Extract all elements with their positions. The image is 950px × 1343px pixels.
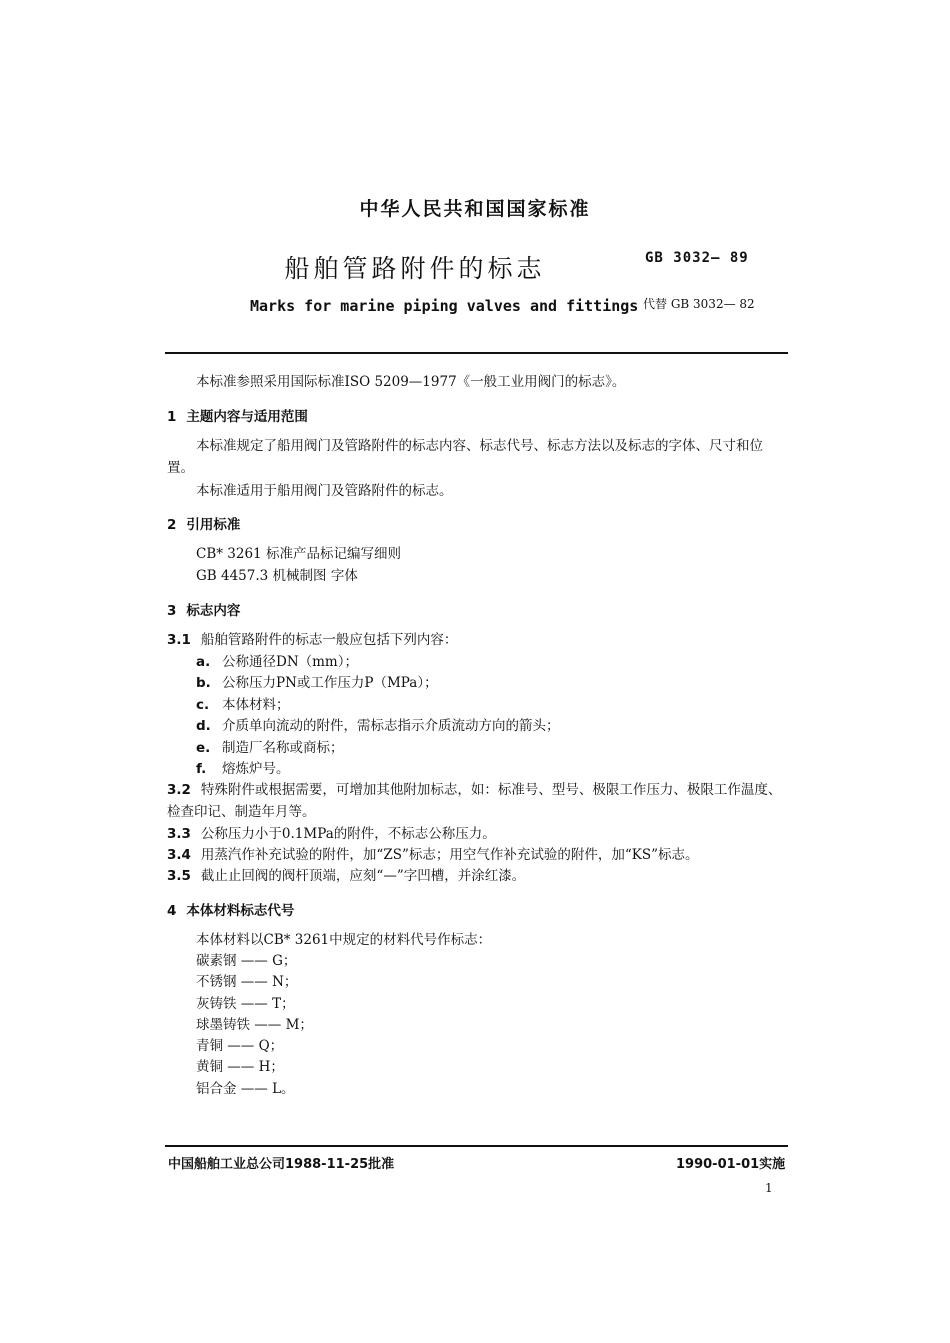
clause-text: 截止止回阀的阀杆顶端，应刻“—”字凹槽，并涂红漆。 — [200, 868, 526, 884]
clause-number: 3.5 — [167, 868, 191, 884]
clause-number: 3.3 — [167, 826, 191, 842]
list-item — [196, 673, 438, 695]
list-item-label: c. — [196, 697, 210, 713]
clause-text: 用蒸汽作补充试验的附件，加“ZS”标志；用空气作补充试验的附件，加“KS”标志。 — [200, 847, 699, 863]
section-3-heading — [167, 599, 240, 619]
page-number: 1 — [765, 1181, 773, 1195]
list-item-label: e. — [196, 740, 211, 756]
list-item — [196, 716, 560, 738]
section-2-heading — [167, 513, 240, 533]
replaces-standard: 代替 GB 3032— 82 — [643, 297, 755, 311]
list-item-label: f. — [196, 761, 207, 777]
list-item — [196, 738, 344, 760]
list-item — [196, 695, 290, 717]
section-title: 引用标准 — [186, 517, 241, 533]
section-title: 本体材料标志代号 — [186, 903, 295, 919]
clause-text: 船舶管路附件的标志一般应包括下列内容： — [200, 632, 458, 648]
section-1-paragraph-1: 本标准规定了船用阀门及管路附件的标志内容、标志代号、标志方法以及标志的字体、尺寸和位置。 — [167, 438, 763, 476]
list-item-text: 制造厂名称或商标； — [222, 740, 344, 756]
standard-number: GB 3032— 89 — [645, 250, 749, 266]
section-title: 标志内容 — [186, 603, 241, 619]
list-item-text: 介质单向流动的附件，需标志指示介质流动方向的箭头； — [222, 718, 560, 734]
list-item — [196, 652, 358, 674]
section-4-heading — [167, 899, 294, 919]
material-code: 灰铸铁 —— T； — [196, 996, 295, 1012]
material-code: 黄铜 —— H； — [196, 1059, 284, 1075]
title-chinese: 船舶管路附件的标志 — [284, 254, 546, 283]
section-1-paragraph-2: 本标准适用于船用阀门及管路附件的标志。 — [196, 483, 453, 499]
effective-date: 1990-01-01实施 — [676, 1157, 786, 1172]
list-item-label: b. — [196, 675, 211, 691]
clause-number: 3.4 — [167, 847, 191, 863]
material-code: 碳素钢 —— G； — [196, 953, 297, 969]
list-item — [196, 759, 290, 781]
section-number: 1 — [167, 409, 177, 425]
clause-3-2 — [167, 780, 789, 823]
approval-note: 中国船舶工业总公司1988-11-25批准 — [168, 1157, 395, 1172]
section-4-intro: 本体材料以CB* 3261中规定的材料代号作标志： — [196, 932, 492, 948]
clause-number: 3.1 — [167, 632, 191, 648]
header-divider — [165, 352, 788, 354]
section-number: 2 — [167, 517, 177, 533]
material-code: 铝合金 —— L。 — [196, 1081, 295, 1097]
clause-3-3 — [167, 824, 496, 846]
material-code: 青铜 —— Q； — [196, 1038, 284, 1054]
list-item-label: a. — [196, 654, 211, 670]
list-item-label: d. — [196, 718, 211, 734]
list-item-text: 本体材料； — [222, 697, 290, 713]
clause-text: 公称压力小于0.1MPa的附件，不标志公称压力。 — [200, 826, 496, 842]
title-english: Marks for marine piping valves and fittings — [250, 297, 639, 315]
section-number: 3 — [167, 603, 177, 619]
section-title: 主题内容与适用范围 — [186, 409, 308, 425]
reference-gb4457: GB 4457.3 机械制图 字体 — [196, 568, 358, 584]
clause-3-4 — [167, 845, 699, 867]
section-number: 4 — [167, 903, 177, 919]
clause-number: 3.2 — [167, 782, 191, 798]
footer-divider — [165, 1145, 788, 1147]
national-standard-heading: 中华人民共和国国家标准 — [359, 198, 591, 220]
clause-3-1 — [167, 630, 457, 652]
reference-cb3261: CB* 3261 标准产品标记编写细则 — [196, 546, 401, 562]
clause-3-5 — [167, 866, 525, 888]
material-code: 不锈钢 —— N； — [196, 974, 298, 990]
section-1-heading — [167, 405, 308, 425]
intro-paragraph: 本标准参照采用国际标准ISO 5209—1977《一般工业用阀门的标志》。 — [196, 374, 626, 390]
list-item-text: 熔炼炉号。 — [222, 761, 290, 777]
material-code: 球墨铸铁 —— M； — [196, 1017, 313, 1033]
list-item-text: 公称压力PN或工作压力P（MPa）； — [222, 675, 438, 691]
clause-text: 特殊附件或根据需要，可增加其他附加标志，如：标准号、型号、极限工作压力、极限工作温度、检查印记、制造年月等。 — [167, 782, 782, 820]
list-item-text: 公称通径DN（mm）； — [222, 654, 358, 670]
